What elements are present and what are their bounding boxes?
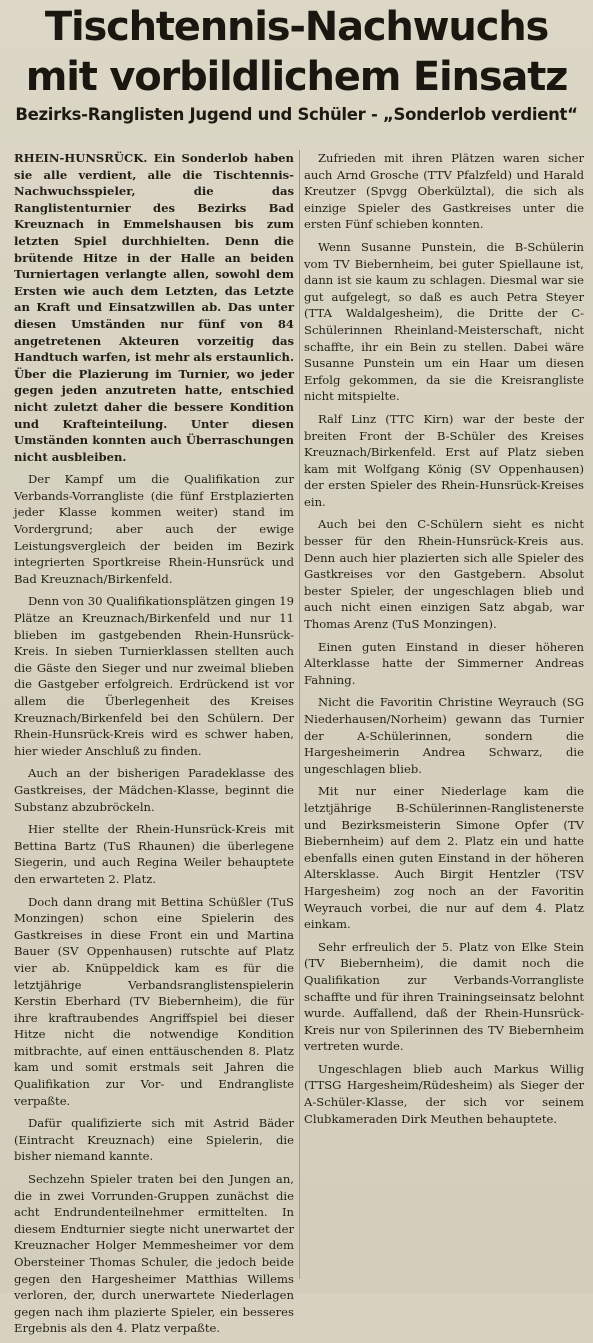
headline-line-1: Tischtennis-Nachwuchs — [44, 4, 549, 50]
paragraph: Ungeschlagen blieb auch Markus Willig (TTSG Hargesheim/Rüdesheim) als Sieger der A-Schüler-Klasse, der sich vor seinem Clubkameraden Dirk Meuthen behauptete. — [304, 1061, 584, 1126]
paragraph: Nicht die Favoritin Christine Weyrauch (SG Niederhausen/Norheim) gewann das Turnier der A-Schülerinnen, sondern die Hargesheimerin Andrea Schwarz, die ungeschlagen blieb. — [304, 695, 584, 776]
paragraph: Sechzehn Spieler traten bei den Jungen an, die in zwei Vorrunden-Gruppen zunächst die acht Endrundenteilnehmer ermittelten. In diesem Endturnier siegte nicht unerwartet der Kreuznacher Holger Memmesheimer vor dem Obersteiner Thomas Schuler, die jedoch beide gegen den Hargesheimer Matthias Willems verloren, der, durch unerwartete Niederlagen gegen nach ihm plazierte Spieler, ein besseres Ergebnis als den 4. Platz verpaßte. — [14, 1172, 294, 1336]
subheadline: Bezirks-Ranglisten Jugend und Schüler - „Sonderlob verdient“ — [15, 105, 578, 124]
paragraph: Auch an der bisherigen Paradeklasse des Gastkreises, der Mädchen-Klasse, beginnt die Substanz abzubröckeln. — [14, 766, 294, 814]
headline-line-2: mit vorbildlichem Einsatz — [25, 54, 568, 100]
paragraph: Doch dann drang mit Bettina Schüßler (TuS Monzingen) schon eine Spielerin des Gastkreises in diese Front ein und Martina Bauer (SV Oppenhausen) rutschte auf Platz vier ab. Knüppeldick kam es für die letztjährige Verbandsranglistenspielerin Kerstin Eberhard (TV Biebernheim), die für ihre kraftraubendes Angriffspiel bei dieser Hitze nicht die notwendige Kondition mitbrachte, auf einen enttäuschenden 8. Platz kam und somit erstmals seit Jahren die Qualifikation zur Vor- und Endrangliste verpaßte. — [14, 894, 294, 1108]
paragraph: Dafür qualifizierte sich mit Astrid Bäder (Eintracht Kreuznach) eine Spielerin, die bisher niemand kannte. — [14, 1116, 294, 1164]
lead-paragraph: RHEIN-HUNSRÜCK. Ein Sonderlob haben sie alle verdient, alle die Tischtennis-Nachwuchsspieler, die das Ranglistenturnier des Bezirks Bad Kreuznach in Emmelshausen bis zum letzten Spiel durchhielten. Denn die brütende Hitze in der Halle an beiden Turniertagen verlangte allen, sowohl dem Ersten wie auch dem Letzten, das Letzte an Kraft und Einsatzwillen ab. Das unter diesen Umständen nur fünf von 84 angetretenen Akteuren vorzeitig das Handtuch warfen, ist mehr als erstaunlich. Über die Plazierung im Turnier, wo jeder gegen jeden anzutreten hatte, entschied nicht zuletzt daher die bessere Kondition und Krafteinteilung. Unter diesen Umständen konnten auch Überraschungen nicht ausbleiben. — [14, 151, 294, 464]
paragraph: Einen guten Einstand in dieser höheren Alterklasse hatte der Simmerner Andreas Fahning. — [304, 639, 584, 687]
column-left — [14, 150, 294, 1343]
paragraph: Der Kampf um die Qualifikation zur Verbands-Vorrangliste (die fünf Erstplazierten jeder Klasse kommen weiter) stand im Vordergrund; aber auch der ewige Leistungsvergleich der beiden im Bezirk integrierten Sportkreise Rhein-Hunsrück und Bad Kreuznach/Birkenfeld. — [14, 472, 294, 586]
article-body — [14, 150, 585, 1343]
paragraph: Sehr erfreulich der 5. Platz von Elke Stein (TV Biebernheim), die damit noch die Qualifikation zur Verbands-Vorrangliste schaffte und für ihren Trainingseinsatz belohnt wurde. Auffallend, daß der Rhein-Hunsrück-Kreis nur von Spilerinnen des TV Biebernheim vertreten wurde. — [304, 939, 584, 1054]
paragraph: Wenn Susanne Punstein, die B-Schülerin vom TV Biebernheim, bei guter Spiellaune ist, dann ist sie kaum zu schlagen. Diesmal war sie gut aufgelegt, so daß es auch Petra Steyer (TTA Waldalgesheim), die Dritte der C-Schülerinnen Rheinland-Meisterschaft, nicht schaffte, ihr ein Bein zu stellen. Dabei wäre Susanne Punstein um ein Haar um diesen Erfolg gekommen, da sie die Kreisrangliste nicht mitspielte. — [304, 239, 584, 404]
headline — [0, 0, 593, 102]
paragraph: Auch bei den C-Schülern sieht es nicht besser für den Rhein-Hunsrück-Kreis aus. Denn auch hier plazierten sich alle Spieler des Gastkreises vor den Gastgebern. Absolut bester Spieler, der ungeschlagen blieb und auch nicht einen einzigen Satz abgab, war Thomas Arenz (TuS Monzingen). — [304, 517, 584, 632]
paragraph: Ralf Linz (TTC Kirn) war der beste der breiten Front der B-Schüler des Kreises Kreuznach/Birkenfeld. Erst auf Platz sieben kam mit Wolfgang König (SV Oppenhausen) der ersten Spieler des Rhein-Hunsrück-Kreises ein. — [304, 411, 584, 509]
column-right — [304, 150, 584, 1343]
paragraph: Denn von 30 Qualifikationsplätzen gingen 19 Plätze an Kreuznach/Birkenfeld und nur 11 blieben im gastgebenden Rhein-Hunsrück-Kreis. In sieben Turnierklassen stellten auch die Gäste den Sieger und nur zweimal blieben die Gastgeber erfolgreich. Erdrückend ist vor allem die Überlegenheit des Kreises Kreuznach/Birkenfeld bei den Schülern. Der Rhein-Hunsrück-Kreis wird es schwer haben, hier wieder Anschluß zu finden. — [14, 594, 294, 758]
paragraph: Hier stellte der Rhein-Hunsrück-Kreis mit Bettina Bartz (TuS Rhaunen) die überlegene Siegerin, und auch Regina Weiler behauptete den erwarteten 2. Platz. — [14, 822, 294, 886]
paragraph: Mit nur einer Niederlage kam die letztjährige B-Schülerinnen-Ranglistenerste und Bezirksmeisterin Simone Opfer (TV Biebernheim) auf dem 2. Platz ein und hatte ebenfalls einen guten Einstand in der höheren Altersklasse. Auch Birgit Hentzler (TSV Hargesheim) zog noch an der Favoritin Weyrauch vorbei, die nur auf dem 4. Platz einkam. — [304, 784, 584, 932]
paragraph: Zufrieden mit ihren Plätzen waren sicher auch Arnd Grosche (TTV Pfalzfeld) und Harald Kreutzer (Spvgg Oberkülztal), die sich als einzige Spieler des Gastkreises unter die ersten Fünf schieben konnten. — [304, 151, 584, 232]
